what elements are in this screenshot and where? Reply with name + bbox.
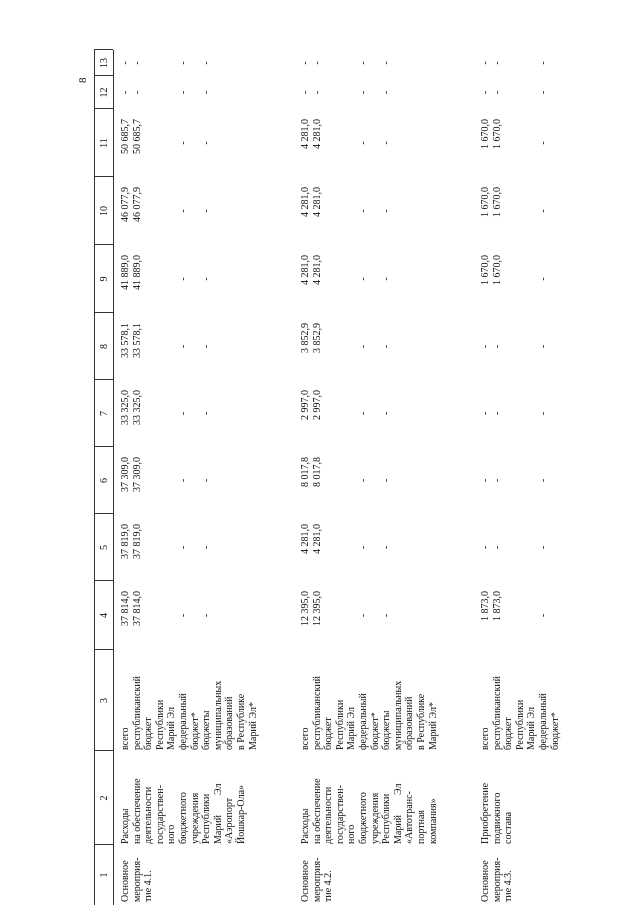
empty-value: - — [538, 613, 549, 618]
empty-value: - — [480, 61, 491, 65]
empty-value: - — [358, 613, 369, 618]
empty-value: - — [538, 344, 549, 349]
budget-value: 1 873,0 — [480, 591, 491, 621]
column-number: 13 — [99, 58, 110, 68]
empty-value: - — [538, 411, 549, 416]
empty-value: - — [381, 90, 393, 95]
empty-value: - — [358, 545, 369, 550]
empty-value: - — [538, 545, 549, 550]
empty-value: - — [178, 613, 189, 618]
budget-value: 2 997,0 — [300, 390, 311, 420]
row-description: Приобретение подвижного состава — [480, 782, 515, 844]
empty-value: - — [480, 344, 491, 349]
empty-value: - — [538, 61, 549, 65]
budget-value: 33 578,1 — [131, 323, 143, 358]
row-description: Расходы на обеспечение деятельности государствен- ного бюджетного учреждения Республики Марий Эл «Аэропорт Йошкар-Ола» — [120, 778, 247, 844]
empty-value: - — [178, 545, 189, 550]
empty-value: - — [178, 141, 189, 145]
empty-value: - — [358, 277, 369, 281]
empty-value: - — [358, 411, 369, 416]
column-number: 11 — [99, 138, 110, 148]
empty-value: - — [178, 90, 189, 95]
empty-value: - — [381, 411, 393, 416]
budget-value: 37 814,0 — [120, 591, 131, 626]
budget-value: 41 889,0 — [131, 255, 143, 290]
empty-value: - — [358, 141, 369, 145]
empty-value: - — [120, 90, 131, 95]
empty-value: - — [178, 478, 189, 483]
table-row — [480, 50, 590, 905]
budget-value: 3 852,9 — [311, 323, 323, 353]
empty-value: - — [538, 209, 549, 213]
empty-value: - — [358, 209, 369, 213]
empty-value: - — [381, 344, 393, 349]
budget-value: 4 281,0 — [300, 524, 311, 554]
budget-value: 3 852,9 — [300, 323, 311, 353]
budget-value: 50 685,7 — [131, 119, 143, 154]
empty-value: - — [311, 90, 323, 95]
empty-value: - — [178, 344, 189, 349]
empty-value: - — [491, 478, 503, 483]
budget-value: 37 309,0 — [131, 457, 143, 492]
empty-value: - — [131, 90, 143, 95]
empty-value: - — [480, 90, 491, 95]
budget-value: 4 281,0 — [300, 119, 311, 149]
budget-value: 12 395,0 — [311, 591, 323, 626]
budget-value: 4 281,0 — [300, 255, 311, 285]
empty-value: - — [491, 411, 503, 416]
budget-value: 46 077,9 — [131, 187, 143, 222]
empty-value: - — [300, 61, 311, 65]
empty-value: - — [201, 344, 213, 349]
funding-sources: всего республиканский бюджет Республики Марий Эл федеральный бюджет* бюджеты муниципальных образований в Республике Марий Эл* — [120, 675, 259, 750]
table-top-border — [94, 50, 95, 905]
empty-value: - — [358, 478, 369, 483]
budget-value: 4 281,0 — [311, 524, 323, 554]
empty-value: - — [491, 344, 503, 349]
budget-value: 33 325,0 — [131, 390, 143, 425]
budget-value: 37 309,0 — [120, 457, 131, 492]
budget-value: 1 670,0 — [491, 187, 503, 217]
empty-value: - — [538, 141, 549, 145]
empty-value: - — [201, 411, 213, 416]
row-label: Основное мероприя- тие 4.3. — [480, 857, 515, 902]
funding-sources: всего республиканский бюджет Республики Марий Эл федеральный бюджет* — [480, 675, 561, 750]
budget-value: 1 873,0 — [491, 591, 503, 621]
empty-value: - — [201, 90, 213, 95]
empty-value: - — [120, 61, 131, 65]
column-number: 10 — [99, 206, 110, 216]
header-bottom-border — [113, 50, 114, 905]
empty-value: - — [358, 61, 369, 65]
empty-value: - — [381, 209, 393, 213]
empty-value: - — [358, 90, 369, 95]
budget-value: 1 670,0 — [480, 119, 491, 149]
budget-value: 33 578,1 — [120, 323, 131, 358]
budget-value: 46 077,9 — [120, 187, 131, 222]
budget-value: 4 281,0 — [311, 119, 323, 149]
empty-value: - — [491, 61, 503, 65]
empty-value: - — [178, 61, 189, 65]
column-number: 5 — [99, 545, 110, 550]
empty-value: - — [131, 61, 143, 65]
row-description: Расходы на обеспечение деятельности государствен- ного бюджетного учреждения Республики Марий Эл «Автотранс- портная компания» — [300, 778, 439, 844]
column-number: 9 — [99, 276, 110, 282]
empty-value: - — [311, 61, 323, 65]
budget-value: 37 819,0 — [131, 524, 143, 559]
column-number: 12 — [99, 87, 110, 98]
empty-value: - — [201, 478, 213, 483]
budget-value: 41 889,0 — [120, 255, 131, 290]
empty-value: - — [201, 209, 213, 213]
funding-sources: всего республиканский бюджет Республики Марий Эл федеральный бюджет* бюджеты муниципальных образований в Республике Марий Эл* — [300, 675, 439, 750]
empty-value: - — [201, 545, 213, 550]
budget-value: 37 819,0 — [120, 524, 131, 559]
budget-value: 33 325,0 — [120, 390, 131, 425]
empty-value: - — [381, 277, 393, 281]
empty-value: - — [300, 90, 311, 95]
table-row — [120, 50, 295, 905]
table-row — [300, 50, 480, 905]
empty-value: - — [381, 141, 393, 145]
empty-value: - — [381, 61, 393, 65]
empty-value: - — [538, 90, 549, 95]
column-number: 4 — [99, 613, 110, 618]
empty-value: - — [358, 344, 369, 349]
empty-value: - — [381, 545, 393, 550]
budget-value: 1 670,0 — [491, 255, 503, 285]
row-label: Основное мероприя- тие 4.2. — [300, 857, 335, 902]
budget-value: 12 395,0 — [300, 591, 311, 626]
empty-value: - — [538, 277, 549, 281]
budget-value: 50 685,7 — [120, 119, 131, 154]
column-number: 1 — [99, 872, 110, 878]
column-number: 2 — [99, 795, 110, 801]
budget-value: 4 281,0 — [300, 187, 311, 217]
row-label: Основное мероприя- тие 4.1. — [120, 857, 155, 902]
budget-value: 1 670,0 — [480, 255, 491, 285]
page-number: 8 — [77, 77, 89, 83]
budget-value: 8 017,8 — [300, 457, 311, 487]
column-number: 8 — [99, 344, 110, 349]
column-number: 6 — [99, 478, 110, 483]
empty-value: - — [178, 277, 189, 281]
empty-value: - — [381, 613, 393, 618]
budget-value: 8 017,8 — [311, 457, 323, 487]
empty-value: - — [491, 90, 503, 95]
empty-value: - — [201, 61, 213, 65]
budget-value: 2 997,0 — [311, 390, 323, 420]
empty-value: - — [178, 411, 189, 416]
empty-value: - — [201, 277, 213, 281]
empty-value: - — [480, 411, 491, 416]
budget-value: 1 670,0 — [480, 187, 491, 217]
budget-value: 37 814,0 — [131, 591, 143, 626]
empty-value: - — [491, 545, 503, 550]
empty-value: - — [201, 613, 213, 618]
empty-value: - — [480, 478, 491, 483]
empty-value: - — [178, 209, 189, 213]
column-number: 7 — [99, 411, 110, 416]
empty-value: - — [538, 478, 549, 483]
budget-value: 4 281,0 — [311, 255, 323, 285]
budget-value: 1 670,0 — [491, 119, 503, 149]
column-number: 3 — [99, 698, 110, 703]
empty-value: - — [201, 141, 213, 145]
budget-value: 4 281,0 — [311, 187, 323, 217]
empty-value: - — [480, 545, 491, 550]
empty-value: - — [381, 478, 393, 483]
